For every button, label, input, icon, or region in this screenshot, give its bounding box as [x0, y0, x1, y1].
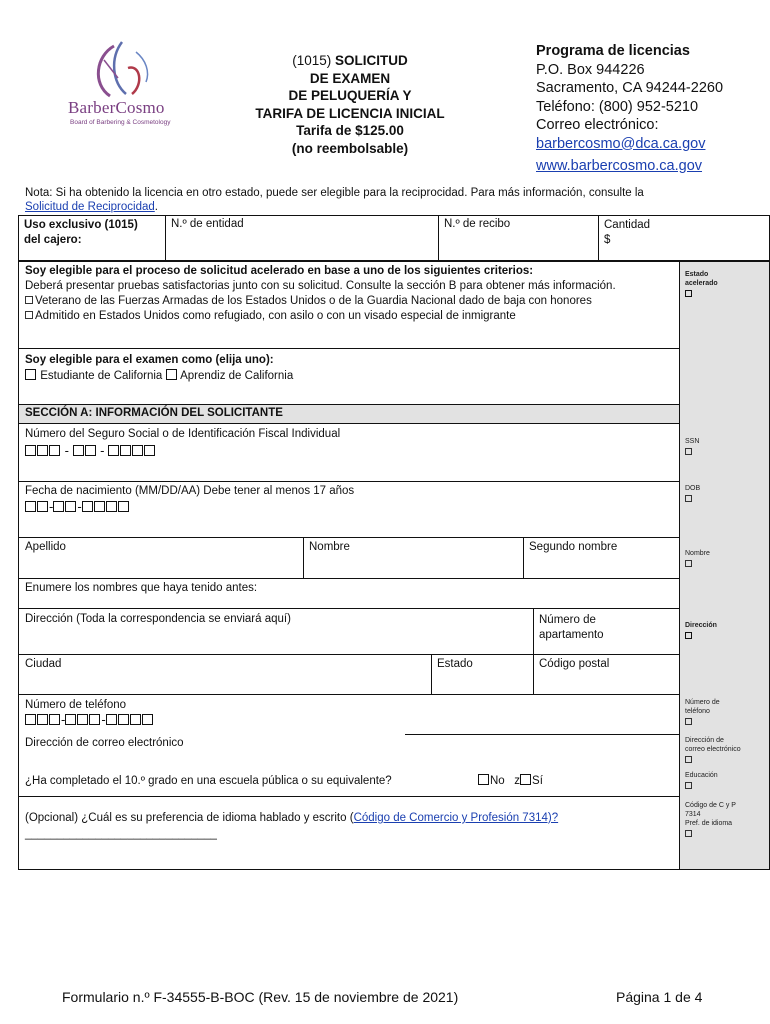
- email-field[interactable]: Dirección de correo electrónico: [25, 737, 184, 749]
- california-apprentice-label: Aprendiz de California: [180, 370, 294, 382]
- education-no-checkbox[interactable]: [478, 774, 489, 785]
- education-yes-checkbox[interactable]: [520, 774, 531, 785]
- sidebar-expedited-line2: acelerado: [685, 280, 718, 287]
- address-field[interactable]: Dirección (Toda la correspondencia se enviará aquí): [25, 613, 291, 625]
- sidebar-phone-checkbox[interactable]: [685, 718, 692, 725]
- veteran-checkbox[interactable]: [25, 296, 33, 304]
- title-line3: DE PELUQUERÍA Y: [288, 88, 412, 103]
- exam-eligibility: [25, 352, 293, 384]
- title-line4: TARIFA DE LICENCIA INICIAL: [255, 105, 445, 121]
- sidebar-dob-checkbox[interactable]: [685, 495, 692, 502]
- business-code-link[interactable]: Código de Comercio y Profesión 7314)?: [353, 812, 559, 824]
- reciprocity-link[interactable]: Solicitud de Reciprocidad: [25, 201, 155, 213]
- sidebar-dob-label: DOB: [685, 485, 701, 492]
- refugee-label: Admitido en Estados Unidos como refugiado, con asilo o con un visado especial de inmigrante: [35, 310, 516, 322]
- veteran-label: Veterano de las Fuerzas Armadas de los Estados Unidos o de la Guardia Nacional dado de baja con honores: [35, 295, 592, 307]
- cashier-label-line1: Uso exclusivo (1015): [24, 219, 138, 231]
- sidebar-language-checkbox[interactable]: [685, 830, 692, 837]
- phone-label: Número de teléfono: [25, 699, 127, 711]
- logo: [66, 38, 186, 133]
- receipt-number-field[interactable]: N.º de recibo: [444, 218, 511, 230]
- sidebar-phone-line1: Número de: [685, 699, 720, 706]
- footer-form-number: Formulario n.º F-34555-B-BOC (Rev. 15 de noviembre de 2021): [62, 989, 459, 1005]
- last-name-field[interactable]: Apellido: [25, 541, 66, 553]
- expedited-section: [25, 264, 675, 324]
- sidebar-email-line1: Dirección de: [685, 737, 724, 744]
- reciprocity-note: [25, 186, 765, 214]
- sidebar-code-line3: Pref. de idioma: [685, 820, 733, 827]
- sidebar-email: [685, 736, 741, 766]
- sidebar-dob: [685, 484, 700, 505]
- sidebar-name-checkbox[interactable]: [685, 560, 692, 567]
- refugee-checkbox[interactable]: [25, 311, 33, 319]
- sidebar-address-label: Dirección: [685, 622, 717, 629]
- contact-email-label: Correo electrónico:: [536, 117, 659, 133]
- sidebar-address: [685, 621, 717, 642]
- amount-dollar: $: [604, 234, 611, 246]
- title-line2: DE EXAMEN: [309, 70, 391, 86]
- contact-city: Sacramento, CA 94244-2260: [536, 80, 724, 96]
- dob-input[interactable]: - -: [25, 499, 130, 514]
- logo-tagline: Board of Barbering & Cosmetology: [70, 119, 171, 126]
- california-student-label: Estudiante de California: [40, 370, 163, 382]
- education-no-label: No: [490, 775, 505, 787]
- contact-heading: Programa de licencias: [536, 43, 690, 59]
- sidebar-education-checkbox[interactable]: [685, 782, 692, 789]
- education-question: ¿Ha completado el 10.º grado en una escuela pública o su equivalente?: [25, 775, 392, 787]
- zip-field[interactable]: Código postal: [539, 658, 610, 670]
- amount-label: Cantidad: [604, 219, 651, 231]
- title-nonrefundable: (no reembolsable): [291, 140, 409, 156]
- note-text: Nota: Si ha obtenido la licencia en otro estado, puede ser elegible para la reciprocidad. Para más información, consulte la: [25, 187, 644, 199]
- city-field[interactable]: Ciudad: [25, 658, 62, 670]
- phone-input[interactable]: - -: [25, 712, 154, 727]
- california-student-checkbox[interactable]: [25, 369, 36, 380]
- language-answer-line[interactable]: ______________________________: [25, 828, 217, 840]
- contact-block: [536, 42, 723, 176]
- contact-pobox: P.O. Box 944226: [536, 61, 645, 78]
- state-field[interactable]: Estado: [437, 658, 473, 670]
- ssn-label: Número del Seguro Social o de Identificación Fiscal Individual: [25, 428, 341, 440]
- previous-names-field[interactable]: Enumere los nombres que haya tenido antes:: [25, 582, 258, 594]
- form-title: [230, 52, 470, 157]
- sidebar-education-label: Educación: [685, 772, 718, 779]
- logo-name: BarberCosmo: [68, 98, 165, 117]
- expedited-instructions: Deberá presentar pruebas satisfactorias junto con su solicitud. Consulte la sección B para obtener más información.: [25, 280, 616, 292]
- contact-email-link[interactable]: barbercosmo@dca.ca.gov: [536, 135, 706, 152]
- note-end: .: [154, 201, 158, 213]
- dob-label: Fecha de nacimiento (MM/DD/AA) Debe tener al menos 17 años: [25, 485, 355, 497]
- exam-heading: Soy elegible para el examen como (elija uno):: [25, 354, 274, 366]
- sidebar-expedited-line1: Estado: [685, 271, 709, 278]
- california-apprentice-checkbox[interactable]: [166, 369, 177, 380]
- education-answer[interactable]: No z Sí: [478, 774, 543, 787]
- first-name-field[interactable]: Nombre: [309, 541, 350, 553]
- sidebar-ssn-label: SSN: [685, 438, 700, 445]
- language-question-text: (Opcional) ¿Cuál es su preferencia de idioma hablado y escrito (: [25, 812, 354, 824]
- california-student-option[interactable]: [25, 370, 162, 382]
- amount-field[interactable]: [604, 218, 650, 248]
- ssn-input[interactable]: - -: [25, 443, 156, 458]
- apartment-label-line2: apartamento: [539, 629, 604, 641]
- footer-page-number: Página 1 de 4: [616, 989, 703, 1005]
- contact-website-link[interactable]: www.barbercosmo.ca.gov: [536, 158, 703, 174]
- sidebar-language: [685, 801, 736, 840]
- sidebar-phone-line2: teléfono: [685, 708, 710, 715]
- expedited-heading: Soy elegible para el proceso de solicitud acelerado en base a uno de los siguientes criterios:: [25, 265, 534, 277]
- sidebar-ssn: [685, 437, 699, 458]
- language-question: [25, 810, 558, 842]
- section-a-heading: SECCIÓN A: INFORMACIÓN DEL SOLICITANTE: [25, 407, 283, 419]
- cashier-label: [24, 218, 138, 248]
- entity-number-field[interactable]: N.º de entidad: [171, 218, 244, 230]
- title-fee: Tarifa de $125.00: [296, 123, 404, 138]
- sidebar-address-checkbox[interactable]: [685, 632, 692, 639]
- sidebar-email-line2: correo electrónico: [685, 746, 741, 753]
- apartment-label-line1: Número de: [539, 614, 596, 626]
- title-number: (1015): [292, 53, 332, 68]
- cashier-label-line2: del cajero:: [24, 234, 82, 246]
- sidebar-phone: [685, 698, 720, 728]
- sidebar-name: [685, 549, 710, 570]
- logo-mark-icon: [66, 38, 186, 100]
- sidebar-name-label: Nombre: [685, 550, 710, 557]
- title-solicitud: SOLICITUD: [335, 53, 408, 68]
- contact-phone: Teléfono: (800) 952-5210: [536, 98, 699, 115]
- middle-name-field[interactable]: Segundo nombre: [529, 541, 618, 553]
- sidebar-expedited: [685, 270, 718, 300]
- sidebar-ssn-checkbox[interactable]: [685, 448, 692, 455]
- sidebar-education: [685, 771, 718, 792]
- apartment-field[interactable]: [539, 613, 604, 643]
- refugee-option[interactable]: [25, 309, 675, 324]
- sidebar-code-line1: Código de C y P: [685, 802, 736, 809]
- california-apprentice-option[interactable]: [166, 370, 294, 382]
- sidebar-expedited-checkbox[interactable]: [685, 290, 692, 297]
- education-yes-label: Sí: [532, 775, 543, 787]
- veteran-option[interactable]: [25, 294, 675, 309]
- sidebar-email-checkbox[interactable]: [685, 756, 692, 763]
- sidebar-code-line2: 7314: [685, 811, 701, 818]
